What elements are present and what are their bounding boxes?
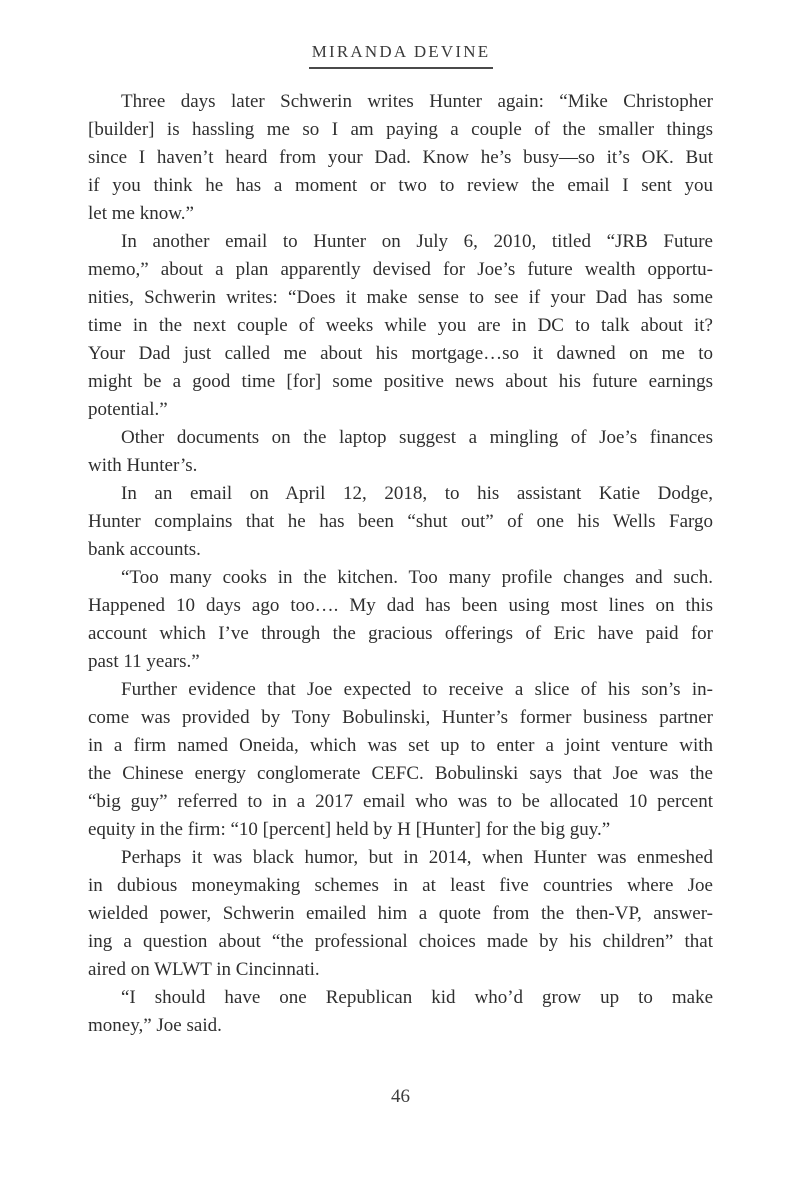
text-line: with Hunter’s. [88, 455, 198, 476]
text-line: “I should have one Republican kid who’d grow up to make [121, 987, 713, 1008]
text-line: Three days later Schwerin writes Hunter again: “Mike Christopher [121, 91, 713, 112]
paragraph [88, 676, 713, 844]
text-line: since I haven’t heard from your Dad. Know he’s busy—so it’s OK. But [88, 147, 713, 168]
paragraph [88, 564, 713, 676]
text-line: in dubious moneymaking schemes in at least five countries where Joe [88, 875, 713, 896]
paragraph [88, 480, 713, 564]
page-footer [88, 1086, 713, 1108]
text-line: account which I’ve through the gracious offerings of Eric have paid for [88, 623, 713, 644]
running-header-title: MIRANDA DEVINE [309, 42, 494, 69]
paragraph [88, 424, 713, 480]
text-line: come was provided by Tony Bobulinski, Hunter’s former business partner [88, 707, 713, 728]
text-line: past 11 years.” [88, 651, 200, 672]
paragraph [88, 844, 713, 984]
text-line: if you think he has a moment or two to review the email I sent you [88, 175, 713, 196]
paragraph [88, 88, 713, 228]
text-line: Hunter complains that he has been “shut out” of one his Wells Fargo [88, 511, 713, 532]
text-line: Perhaps it was black humor, but in 2014, when Hunter was enmeshed [121, 847, 713, 868]
text-line: time in the next couple of weeks while you are in DC to talk about it? [88, 315, 713, 336]
text-line: In an email on April 12, 2018, to his assistant Katie Dodge, [121, 483, 713, 504]
text-line: potential.” [88, 399, 168, 420]
text-line: bank accounts. [88, 539, 201, 560]
text-line: equity in the firm: “10 [percent] held by H [Hunter] for the big guy.” [88, 819, 611, 840]
text-line: ing a question about “the professional choices made by his children” that [88, 931, 713, 952]
text-line: let me know.” [88, 203, 194, 224]
text-line: Other documents on the laptop suggest a mingling of Joe’s finances [121, 427, 713, 448]
text-line: Further evidence that Joe expected to receive a slice of his son’s in- [121, 679, 713, 700]
paragraph [88, 984, 713, 1040]
text-line: in a firm named Oneida, which was set up to enter a joint venture with [88, 735, 713, 756]
text-line: the Chinese energy conglomerate CEFC. Bobulinski says that Joe was the [88, 763, 713, 784]
text-line: “big guy” referred to in a 2017 email who was to be allocated 10 percent [88, 791, 713, 812]
text-line: wielded power, Schwerin emailed him a quote from the then-VP, answer- [88, 903, 713, 924]
text-line: “Too many cooks in the kitchen. Too many profile changes and such. [121, 567, 713, 588]
text-line: Happened 10 days ago too…. My dad has been using most lines on this [88, 595, 713, 616]
text-line: memo,” about a plan apparently devised for Joe’s future wealth opportu- [88, 259, 713, 280]
text-line: nities, Schwerin writes: “Does it make sense to see if your Dad has some [88, 287, 713, 308]
paragraph [88, 228, 713, 424]
text-line: [builder] is hassling me so I am paying a couple of the smaller things [88, 119, 713, 140]
page-number: 46 [391, 1086, 410, 1107]
text-line: aired on WLWT in Cincinnati. [88, 959, 320, 980]
text-line: In another email to Hunter on July 6, 2010, titled “JRB Future [121, 231, 713, 252]
text-block [88, 88, 713, 1040]
text-line: Your Dad just called me about his mortgage…so it dawned on me to [88, 343, 713, 364]
text-line: might be a good time [for] some positive news about his future earnings [88, 371, 713, 392]
text-line: money,” Joe said. [88, 1015, 222, 1036]
running-header [0, 42, 802, 69]
